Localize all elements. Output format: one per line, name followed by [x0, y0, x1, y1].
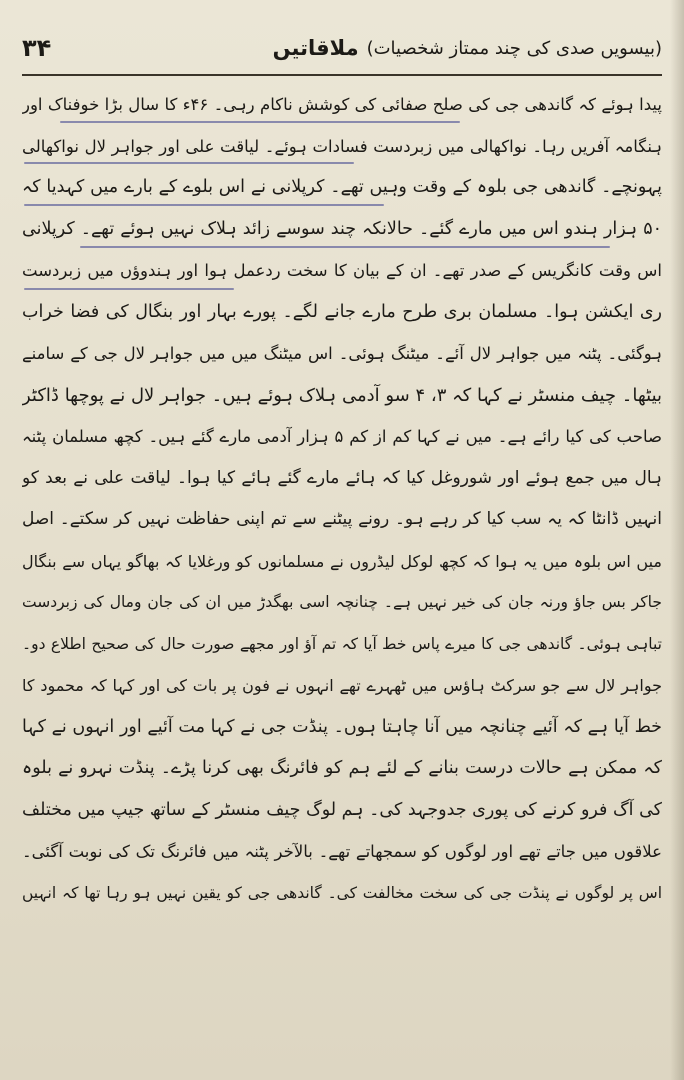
- text-line: اس وقت کانگریس کے صدر تھے۔ ان کے بیان کا سخت ردعمل ہوا اور ہندوؤں میں زبردست: [22, 261, 662, 280]
- body-text: [22, 84, 662, 1044]
- running-head-title: [273, 36, 662, 60]
- text-line: ری ایکشن ہوا۔ مسلمان بری طرح مارے جانے لگے۔ پورے بہار اور بنگال کی فضا خراب: [22, 301, 662, 322]
- text-line: تباہی ہوئی۔ گاندھی جی کا میرے پاس خط آیا کہ تم آؤ اور مجھے صورت حال کی صحیح اطلاع دو۔: [22, 634, 662, 653]
- header-rule: [22, 74, 662, 76]
- text-line: ہال میں جمع ہوئے اور شوروغل کیا کہ ہائے مارے گئے ہائے کیا ہوا۔ لیاقت علی نے بعد کو: [22, 467, 662, 488]
- running-header: [22, 28, 662, 68]
- text-line: پہونچے۔ گاندھی جی بلوہ کے وقت وہیں تھے۔ کرپلانی نے اس بلوے کے بارے میں کہدیا کہ: [22, 177, 662, 197]
- text-line: پیدا ہوئے کہ گاندھی جی کی صلح صفائی کی کوشش ناکام رہی۔ ۴۶ء کا سال بڑا خوفناک اور: [22, 95, 662, 114]
- page-edge-shadow: [670, 0, 684, 1080]
- book-title: ملاقاتیں: [272, 36, 359, 60]
- page-number: ۳۴: [22, 34, 52, 62]
- text-line: خط آیا ہے کہ آئیے چنانچہ میں آنا چاہتا ہوں۔ پنڈت جی نے کہا مت آئیے اور انہوں نے کہا: [22, 716, 662, 737]
- text-line: کی آگ فرو کرنے کی پوری جدوجہد کی۔ ہم لوگ چیف منسٹر کے ساتھ جیپ میں مختلف: [22, 799, 662, 820]
- text-line: ہنگامہ آفریں رہا۔ نواکھالی میں زبردست فسادات ہوئے۔ لیاقت علی اور جواہر لال نواکھالی: [22, 136, 662, 156]
- text-line: ہوگئی۔ پٹنہ میں جواہر لال آئے۔ میٹنگ ہوئی۔ اس میٹنگ میں میں جواہر لال جی کے سامنے: [22, 344, 662, 363]
- text-line: انہیں ڈانٹا کہ یہ سب کیا کر رہے ہو۔ رونے پیٹنے سے تم اپنی حفاظت نہیں کر سکتے۔ اصل: [22, 509, 662, 529]
- text-line: جاکر بس جاؤ ورنہ جان کی خیر نہیں ہے۔ چنانچہ اسی بھگدڑ میں ان کی جان ومال کی زبردست: [22, 593, 662, 611]
- text-line: علاقوں میں جاتے تھے اور لوگوں کو سمجھاتے تھے۔ بالآخر پٹنہ میں فائرنگ تک کی نوبت آگئی۔: [22, 842, 662, 861]
- text-line: میں اس بلوہ میں یہ ہوا کہ کچھ لوکل لیڈروں نے مسلمانوں کو ورغلایا کہ بھاگو یہاں سے بنگال: [22, 551, 662, 571]
- text-line: ۵۰ ہزار ہندو اس میں مارے گئے۔ حالانکہ چند سوسے زائد ہلاک نہیں ہوئے تھے۔ کرپلانی: [22, 218, 662, 239]
- text-line: بیٹھا۔ چیف منسٹر نے کہا کہ ۳، ۴ سو آدمی ہلاک ہوئے ہیں۔ جواہر لال نے پوچھا ڈاکٹر: [22, 384, 662, 406]
- book-subtitle: (بیسویں صدی کی چند ممتاز شخصیات): [366, 37, 662, 59]
- text-line: جواہر لال سے جو سرکٹ ہاؤس میں ٹھہرے تھے انہوں نے فون پر بات کی اور کہا کہ محمود کا: [22, 676, 662, 695]
- text-line: صاحب کی کیا رائے ہے۔ میں نے کہا کم از کم ۵ ہزار آدمی مارے گئے ہیں۔ کچھ مسلمان پٹنہ: [22, 427, 662, 446]
- text-line: اس پر لوگوں نے پنڈت جی کی سخت مخالفت کی۔ گاندھی جی کو یقین نہیں ہو رہا تھا کہ انہیں: [22, 883, 662, 902]
- text-line: کہ ممکن ہے حالات درست بنانے کے لئے ہم کو فائرنگ بھی کرنا پڑے۔ پنڈت نہرو نے بلوہ: [22, 758, 662, 778]
